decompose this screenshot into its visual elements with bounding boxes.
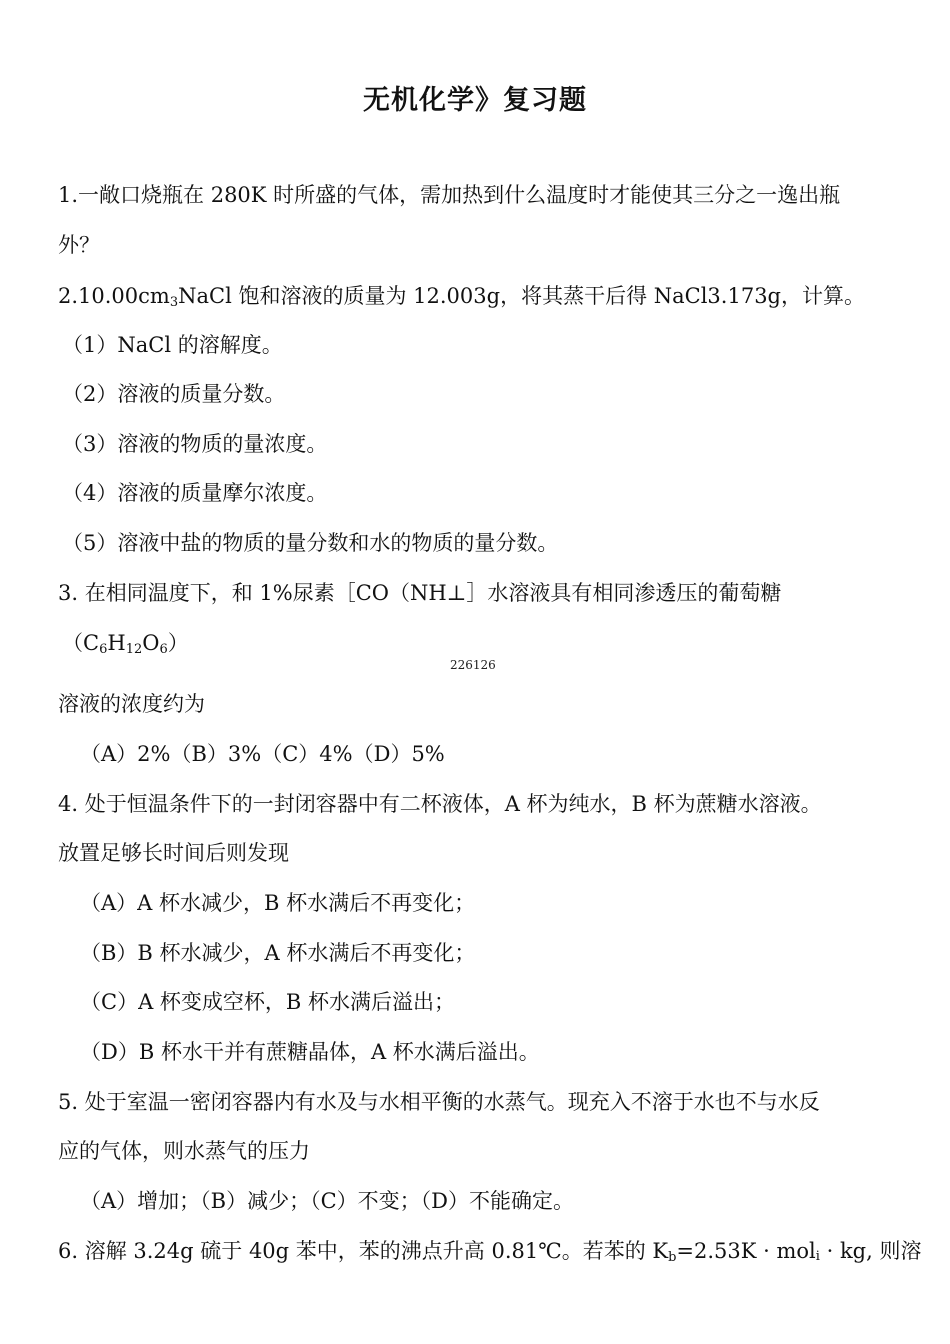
question-6-line-1 [58, 1238, 921, 1271]
question-3-small-note: 226126 [450, 658, 496, 672]
question-4-option-d: （D）B 杯水干并有蔗糖晶体，A 杯水满后溢出。 [80, 1040, 540, 1064]
question-1-line-1: 1.一敞口烧瓶在 280K 时所盛的气体，需加热到什么温度时才能使其三分之一逸出瓶 [58, 183, 841, 207]
question-6-pre: 6. 溶解 3.24g 硫于 40g 苯中，苯的沸点升高 0.81℃。若苯的 K [58, 1239, 669, 1263]
question-2-item-5: （5）溶液中盐的物质的量分数和水的物质的量分数。 [62, 531, 559, 555]
question-6-post: · kg, 则溶 [819, 1239, 922, 1263]
question-3-options: （A）2%（B）3%（C）4%（D）5% [80, 742, 445, 766]
question-2-item-3: （3）溶液的物质的量浓度。 [62, 432, 328, 456]
question-2-stem-post: NaCl 饱和溶液的质量为 12.003g，将其蒸干后得 NaCl3.173g，计算。 [178, 284, 865, 308]
question-3-formula [62, 630, 189, 663]
document-title: 无机化学》复习题 [363, 85, 587, 116]
question-2-stem-sub: 3 [169, 295, 179, 310]
question-1-line-2: 外？ [58, 233, 100, 257]
mol-subscript: i [815, 1249, 820, 1264]
question-4-line-2: 放置足够长时间后则发现 [58, 841, 289, 865]
question-2-stem-pre: 2.10.00cm [58, 284, 170, 308]
formula-close: ） [167, 631, 189, 655]
question-4-option-b: （B）B 杯水减少，A 杯水满后不再变化； [80, 941, 476, 965]
question-3-line-1: 3. 在相同温度下，和 1%尿素［CO（NH⊥］水溶液具有相同渗透压的葡萄糖 [58, 581, 782, 605]
kb-subscript: b [668, 1250, 677, 1265]
formula-sub-o: 6 [159, 642, 168, 657]
formula-sub-h: 12 [125, 642, 143, 657]
formula-o: O [142, 631, 160, 655]
formula-h: H [107, 631, 126, 655]
question-6-mid: =2.53K · mol [676, 1239, 816, 1263]
question-3-line-3: 溶液的浓度约为 [58, 692, 205, 716]
question-5-options: （A）增加；（B）减少；（C）不变；（D）不能确定。 [80, 1189, 575, 1213]
question-4-option-a: （A）A 杯水减少，B 杯水满后不再变化； [80, 891, 476, 915]
question-5-line-2: 应的气体，则水蒸气的压力 [58, 1139, 310, 1163]
question-2-stem [58, 283, 865, 316]
formula-sub-c: 6 [99, 642, 108, 657]
question-4-option-c: （C）A 杯变成空杯，B 杯水满后溢出； [80, 990, 456, 1014]
question-2-item-2: （2）溶液的质量分数。 [62, 382, 286, 406]
question-5-line-1: 5. 处于室温一密闭容器内有水及与水相平衡的水蒸气。现充入不溶于水也不与水反 [58, 1090, 820, 1114]
formula-open: （C [62, 631, 100, 655]
question-4-line-1: 4. 处于恒温条件下的一封闭容器中有二杯液体，A 杯为纯水，B 杯为蔗糖水溶液。 [58, 792, 822, 816]
question-2-item-1: （1）NaCl 的溶解度。 [62, 333, 283, 357]
question-2-item-4: （4）溶液的质量摩尔浓度。 [62, 481, 328, 505]
